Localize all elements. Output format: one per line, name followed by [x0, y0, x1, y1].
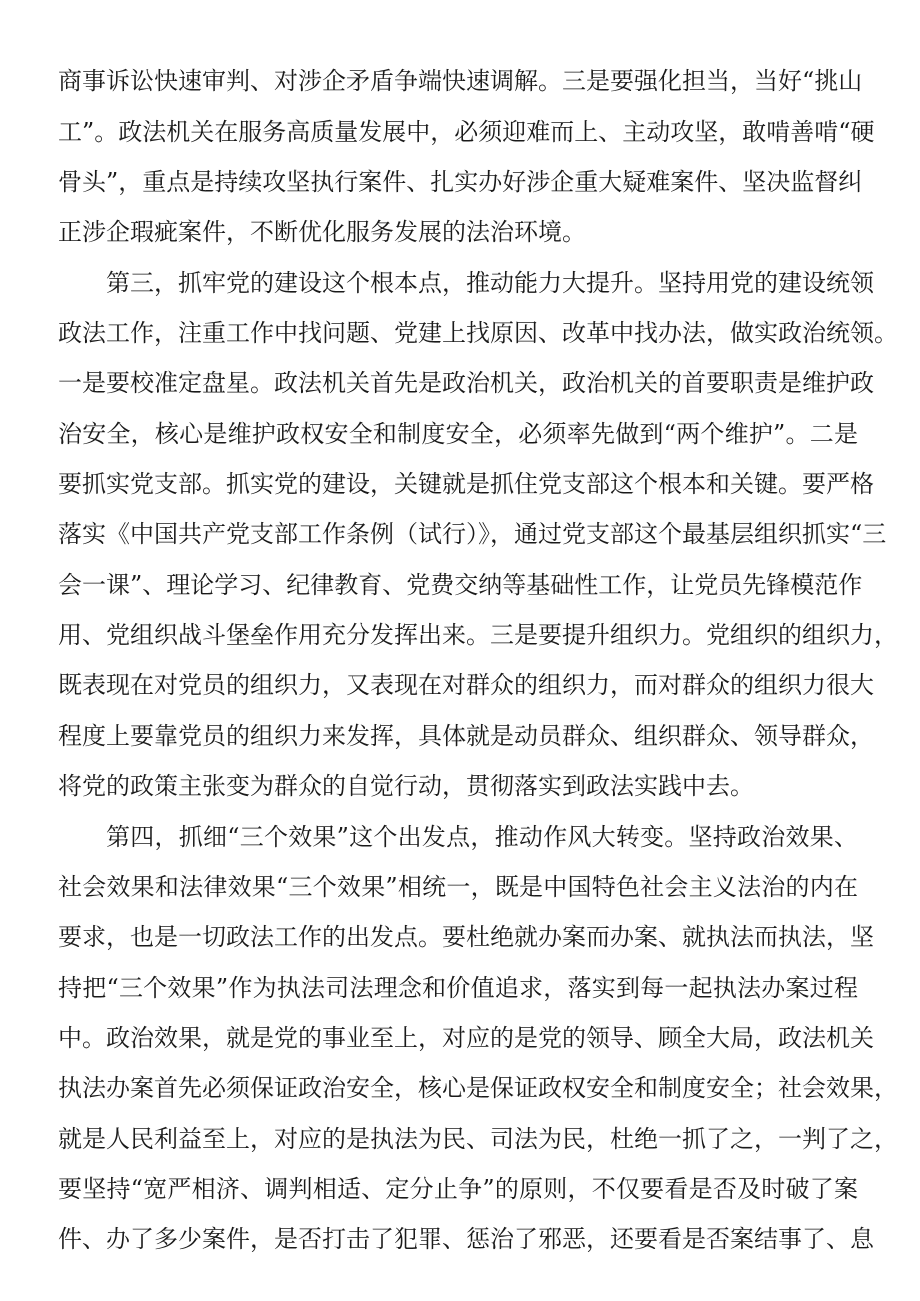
- text-line: 要求，也是一切政法工作的出发点。要杜绝就办案而办案、就执法而执法，坚: [58, 923, 874, 951]
- paragraph-first-line: 第三，抓牢党的建设这个根本点，推动能力大提升。坚持用党的建设统领: [106, 269, 874, 297]
- text-line: 一是要校准定盘星。政法机关首先是政治机关，政治机关的首要职责是维护政: [58, 369, 874, 397]
- text-line: 治安全，核心是维护政权安全和制度安全，必须率先做到“两个维护”。二是: [58, 420, 858, 448]
- text-line: 社会效果和法律效果“三个效果”相统一，既是中国特色社会主义法治的内在: [58, 873, 858, 901]
- text-line: 商事诉讼快速审判、对涉企矛盾争端快速调解。三是要强化担当，当好“挑山: [58, 67, 863, 95]
- text-line: 持把“三个效果”作为执法司法理念和价值追求，落实到每一起执法办案过程: [58, 974, 858, 1002]
- text-line: 正涉企瑕疵案件，不断优化服务发展的法治环境。: [58, 218, 586, 246]
- text-line: 就是人民利益至上，对应的是执法为民、司法为民，杜绝一抓了之，一判了之，: [58, 1125, 898, 1153]
- text-line: 骨头”，重点是持续攻坚执行案件、扎实办好涉企重大疑难案件、坚决监督纠: [58, 168, 863, 196]
- text-line: 既表现在对党员的组织力，又表现在对群众的组织力，而对群众的组织力很大: [58, 671, 874, 699]
- text-line: 件、办了多少案件，是否打击了犯罪、惩治了邪恶，还要看是否案结事了、息: [58, 1225, 874, 1253]
- text-line: 要抓实党支部。抓实党的建设，关键就是抓住党支部这个根本和关键。要严格: [58, 470, 874, 498]
- text-line: 要坚持“宽严相济、调判相适、定分止争”的原则，不仅要看是否及时破了案: [58, 1175, 858, 1203]
- text-line: 政法工作，注重工作中找问题、党建上找原因、改革中找办法，做实政治统领。: [58, 319, 898, 347]
- text-line: 工”。政法机关在服务高质量发展中，必须迎难而上、主动攻坚，敢啃善啃“硬: [58, 118, 875, 146]
- text-line: 将党的政策主张变为群众的自觉行动，贯彻落实到政法实践中去。: [58, 772, 754, 800]
- text-line: 落实《中国共产党支部工作条例（试行）》，通过党支部这个最基层组织抓实“三: [58, 520, 887, 548]
- text-line: 执法办案首先必须保证政治安全，核心是保证政权安全和制度安全；社会效果，: [58, 1074, 898, 1102]
- text-line: 用、党组织战斗堡垒作用充分发挥出来。三是要提升组织力。党组织的组织力，: [58, 621, 898, 649]
- text-line: 中。政治效果，就是党的事业至上，对应的是党的领导、顾全大局，政法机关: [58, 1024, 874, 1052]
- text-line: 程度上要靠党员的组织力来发挥，具体就是动员群众、组织群众、领导群众，: [58, 722, 874, 750]
- text-line: 会一课”、理论学习、纪律教育、党费交纳等基础性工作，让党员先锋模范作: [58, 571, 863, 599]
- paragraph-first-line: 第四，抓细“三个效果”这个出发点，推动作风大转变。坚持政治效果、: [106, 823, 858, 851]
